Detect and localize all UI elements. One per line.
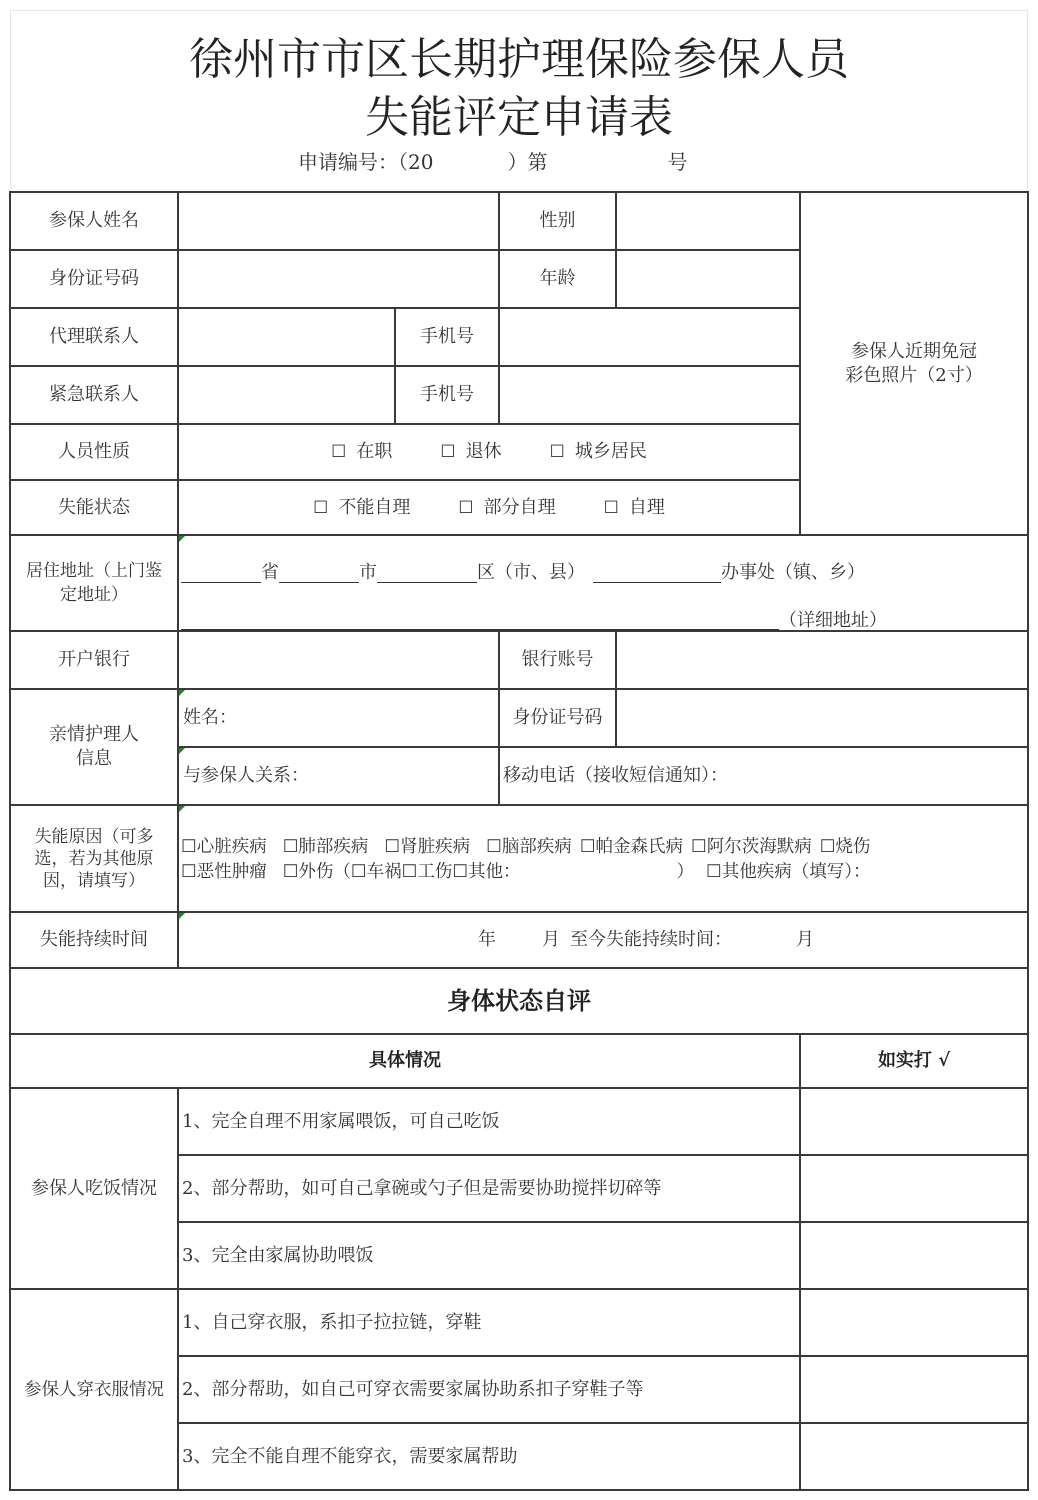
option-label: 城乡居民 [574, 441, 647, 462]
cause-label-line1: 失能原因（可多 [34, 826, 154, 847]
dressing-item-3: 3、完全不能自理不能穿衣，需要家属帮助 [182, 1445, 518, 1467]
checkbox-icon[interactable]: ☐ [458, 497, 474, 518]
cause-option-label: 工伤 [417, 862, 453, 882]
photo-text-line2: 彩色照片（2寸） [845, 364, 983, 386]
cause-option-label: 帕金森氏病 [595, 837, 684, 857]
checkbox-icon[interactable]: ☐ [282, 837, 299, 857]
option-partial[interactable] [458, 496, 555, 520]
province-blank[interactable] [181, 564, 261, 583]
bank-field[interactable] [180, 633, 497, 687]
cause-option-label: 阿尔茨海默病 [706, 837, 812, 857]
checkbox-icon[interactable]: ☐ [486, 837, 502, 857]
checkbox-icon[interactable]: ☐ [282, 862, 299, 882]
option-label: 自理 [628, 496, 665, 518]
emergency-phone-label: 手机号 [420, 384, 474, 405]
person-type-label: 人员性质 [58, 441, 130, 462]
eating-item-2: 2、部分帮助，如可自己拿碗或勺子但是需要协助搅拌切碎等 [182, 1177, 662, 1199]
duration-year-label: 年 [478, 929, 496, 950]
insured-name-field[interactable] [180, 194, 497, 248]
cause-option[interactable] [820, 835, 871, 859]
agent-contact-label: 代理联系人 [49, 326, 139, 347]
cause-option-label: 心脏疾病 [196, 837, 267, 857]
option-resident[interactable] [550, 440, 647, 464]
option-retired[interactable] [440, 440, 501, 464]
dressing-item-2: 2、部分帮助，如自己可穿衣需要家属协助系扣子穿鞋子等 [182, 1378, 644, 1400]
emergency-contact-field[interactable] [180, 368, 393, 422]
app-no-mid: ）第 [507, 150, 548, 174]
cause-close-paren: ） [676, 862, 695, 882]
cause-option[interactable] [691, 835, 812, 859]
age-label: 年龄 [539, 268, 576, 289]
cause-option-label: 恶性肿瘤 [196, 862, 267, 882]
checkbox-icon[interactable]: ☐ [313, 497, 329, 518]
eating-item-1-check[interactable] [802, 1090, 1026, 1153]
group-dressing-label: 参保人穿衣服情况 [24, 1379, 164, 1400]
cause-option[interactable] [351, 860, 402, 884]
dressing-item-1-check[interactable] [802, 1291, 1026, 1354]
cause-option[interactable] [384, 835, 470, 859]
cause-option[interactable] [580, 835, 683, 859]
eating-item-2-check[interactable] [802, 1157, 1026, 1220]
cause-option-label: 脑部疾病 [501, 837, 572, 857]
agent-phone-field[interactable] [501, 310, 798, 364]
cause-option-label: 车祸 [366, 862, 402, 882]
caregiver-phone-field[interactable] [503, 747, 1023, 805]
duration-since-label: 至今失能持续时间： [570, 929, 732, 950]
bank-label: 开户银行 [58, 649, 130, 670]
duration-label: 失能持续时间 [40, 929, 148, 950]
duration-field[interactable] [478, 912, 814, 968]
checkbox-icon[interactable]: ☐ [691, 837, 707, 857]
detail-address-blank[interactable] [181, 611, 779, 631]
dressing-item-1: 1、自己穿衣服，系扣子拉拉链，穿鞋 [182, 1311, 482, 1333]
cause-option[interactable] [283, 860, 351, 884]
subdistrict-blank[interactable] [593, 564, 721, 583]
cause-option[interactable] [181, 860, 267, 884]
application-number [298, 148, 687, 176]
col-check-header: 如实打 √ [877, 1050, 951, 1071]
caregiver-id-field[interactable] [618, 691, 1026, 745]
bank-account-label: 银行账号 [521, 649, 594, 670]
caregiver-label-line2: 信息 [76, 748, 112, 769]
city-label: 市 [359, 562, 377, 583]
cause-option-label: 外伤（ [298, 862, 351, 882]
address-label [10, 535, 178, 631]
cause-row1 [181, 835, 870, 859]
cause-row2 [181, 860, 870, 884]
self-eval-title: 身体状态自评 [447, 986, 591, 1015]
address-line1 [181, 560, 865, 586]
agent-phone-label: 手机号 [420, 326, 474, 347]
disability-status-label: 失能状态 [58, 496, 130, 518]
cause-option-label: 其他： [468, 862, 521, 882]
emergency-contact-label: 紧急联系人 [49, 384, 139, 405]
caregiver-label-line1: 亲情护理人 [49, 724, 139, 745]
checkbox-icon[interactable]: ☐ [706, 862, 722, 882]
cause-option[interactable] [283, 835, 369, 859]
district-blank[interactable] [377, 564, 477, 583]
caregiver-name-field[interactable] [183, 689, 497, 747]
dressing-item-3-check[interactable] [802, 1425, 1026, 1488]
person-type-options [178, 424, 800, 480]
id-number-field[interactable] [180, 252, 497, 306]
cause-option-label: 肾脏疾病 [400, 837, 471, 857]
checkbox-icon[interactable]: ☐ [549, 442, 565, 462]
option-label: 退休 [465, 441, 502, 462]
eating-item-1: 1、完全自理不用家属喂饭，可自己吃饭 [182, 1110, 500, 1132]
col-detail-header: 具体情况 [369, 1050, 441, 1071]
duration-month-label: 月 [542, 929, 560, 950]
eating-item-3-check[interactable] [802, 1224, 1026, 1287]
app-no-label: 申请编号：（20 [298, 150, 434, 174]
gender-field[interactable] [618, 194, 798, 248]
option-employed[interactable] [331, 440, 392, 464]
option-label: 在职 [356, 441, 393, 462]
caregiver-label [10, 689, 178, 805]
district-label: 区（市、县） [477, 562, 585, 583]
emergency-phone-field[interactable] [501, 368, 798, 422]
province-label: 省 [261, 562, 279, 583]
checkbox-icon[interactable]: ☐ [603, 497, 619, 518]
cause-label-line3: 因，请填写） [43, 870, 145, 891]
caregiver-name-label: 姓名： [183, 707, 237, 728]
checkbox-icon[interactable]: ☐ [181, 837, 197, 857]
option-self[interactable] [604, 496, 665, 520]
caregiver-id-label: 身份证号码 [512, 707, 603, 728]
option-label: 不能自理 [338, 496, 411, 518]
dressing-item-2-check[interactable] [802, 1358, 1026, 1421]
checkbox-icon[interactable]: ☐ [440, 442, 456, 462]
cell-marker [179, 536, 185, 542]
cause-label [10, 805, 178, 912]
form-title-line2: 失能评定申请表 [365, 92, 673, 143]
app-no-end: 号 [667, 150, 688, 174]
insured-name-label: 参保人姓名 [49, 210, 139, 231]
address-label-line2: 定地址） [60, 585, 128, 605]
checkbox-icon[interactable]: ☐ [401, 862, 418, 882]
group-eating-label: 参保人吃饭情况 [31, 1177, 157, 1199]
form-title-line1: 徐州市市区长期护理保险参保人员 [189, 34, 849, 85]
photo-placeholder[interactable] [800, 192, 1028, 535]
subdistrict-label: 办事处（镇、乡） [721, 562, 865, 583]
checkbox-icon[interactable]: ☐ [331, 442, 347, 462]
age-field[interactable] [618, 252, 798, 306]
cause-option[interactable] [706, 860, 870, 884]
option-label: 部分自理 [483, 496, 556, 518]
agent-contact-field[interactable] [180, 310, 393, 364]
cause-option[interactable] [181, 835, 267, 859]
gender-label: 性别 [539, 210, 576, 231]
caregiver-relation-label: 与参保人关系： [183, 765, 309, 786]
checkbox-icon[interactable]: ☐ [384, 837, 401, 857]
cause-option-label: 烧伤 [835, 837, 871, 857]
cause-option[interactable] [402, 860, 453, 884]
cause-option-label: 其他疾病（填写）： [721, 862, 871, 882]
cause-label-line2: 选，若为其他原 [34, 848, 154, 869]
cell-marker [179, 913, 185, 919]
photo-text-line1: 参保人近期免冠 [851, 340, 977, 362]
duration-month2-label: 月 [796, 929, 814, 950]
city-blank[interactable] [279, 564, 359, 583]
checkbox-icon[interactable]: ☐ [452, 862, 469, 882]
eating-item-3: 3、完全由家属协助喂饭 [182, 1244, 374, 1266]
address-label-line1: 居住地址（上门鉴 [26, 561, 162, 581]
detail-address-label: （详细地址） [779, 610, 887, 631]
caregiver-phone-label: 移动电话（接收短信通知）： [503, 765, 728, 786]
checkbox-icon[interactable]: ☐ [350, 862, 367, 882]
cell-marker [179, 806, 185, 812]
disability-status-options [178, 480, 800, 535]
caregiver-relation-field[interactable] [183, 747, 497, 805]
bank-account-field[interactable] [618, 633, 1026, 687]
cause-option-label: 肺部疾病 [298, 837, 369, 857]
cause-option[interactable] [452, 860, 520, 884]
option-unable[interactable] [313, 496, 410, 520]
checkbox-icon[interactable]: ☐ [579, 837, 596, 857]
checkbox-icon[interactable]: ☐ [181, 862, 197, 882]
cause-option[interactable] [486, 835, 572, 859]
id-number-label: 身份证号码 [49, 268, 139, 289]
checkbox-icon[interactable]: ☐ [819, 837, 836, 857]
